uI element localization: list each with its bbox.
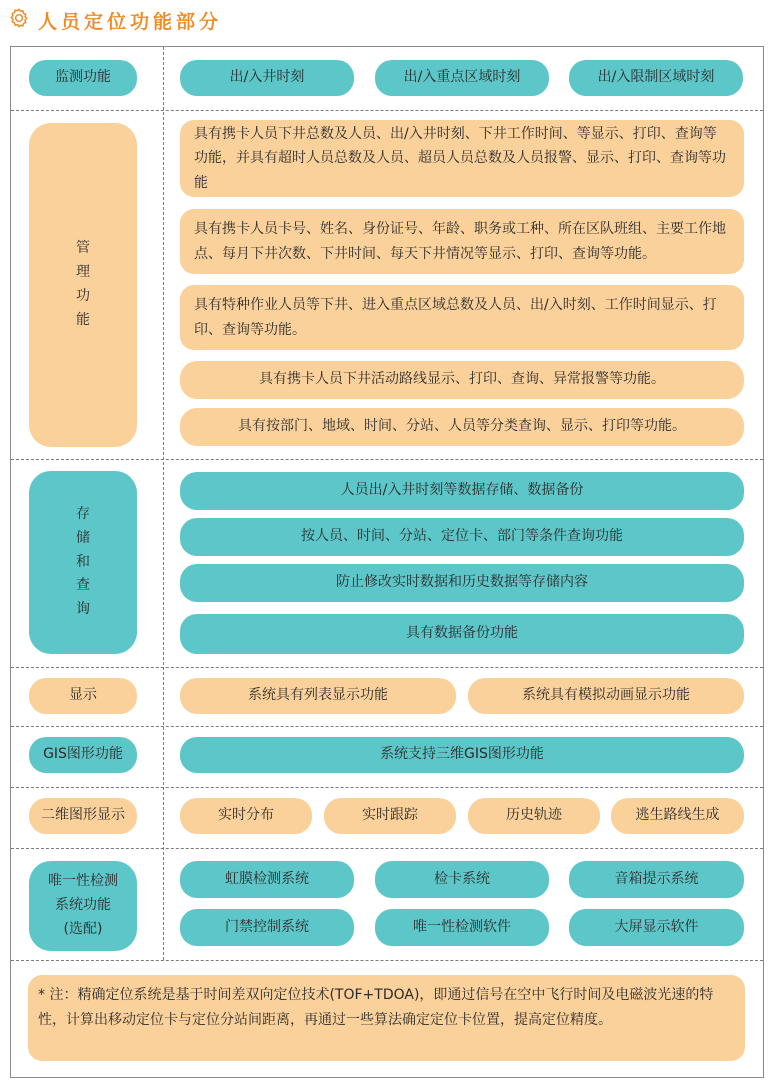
footnote: * 注：精确定位系统是基于时间差双向定位技术(TOF+TDOA)，即通过信号在空中飞行时间及电磁波光速的特性，计算出移动定位卡与定位分站间距离，再通过一些算法确定定位卡位置，提高定位精度。 (28, 975, 745, 1061)
gis-item: 系统支持三维GIS图形功能 (180, 737, 744, 773)
storage-label-char: 查 (76, 577, 90, 594)
unique-label-line: (选配) (63, 920, 103, 937)
display-label: 显示 (29, 678, 137, 714)
storage-label (29, 471, 137, 654)
storage-label-char: 储 (76, 529, 90, 546)
gis-label: GIS图形功能 (29, 737, 137, 773)
section-header (8, 6, 222, 34)
manage-label (29, 123, 137, 447)
monitor-item: 出/入限制区域时刻 (569, 60, 743, 96)
storage-item: 具有数据备份功能 (180, 614, 744, 654)
manage-item: 具有携卡人员卡号、姓名、身份证号、年龄、职务或工种、所在区队班组、主要工作地点、每月下井次数、下井时间、每天下井情况等显示、打印、查询等功能。 (180, 209, 744, 274)
monitor-label: 监测功能 (29, 60, 137, 96)
row-divider (11, 110, 763, 111)
unique-item: 唯一性检测软件 (375, 909, 549, 946)
manage-label-char: 能 (76, 311, 90, 328)
manage-item: 具有携卡人员下井活动路线显示、打印、查询、异常报警等功能。 (180, 361, 744, 399)
unique-label (29, 861, 137, 951)
unique-item: 门禁控制系统 (180, 909, 354, 946)
unique-item: 检卡系统 (375, 861, 549, 898)
manage-item: 具有按部门、地域、时间、分站、人员等分类查询、显示、打印等功能。 (180, 408, 744, 446)
row-divider (11, 787, 763, 788)
storage-label-char: 和 (76, 553, 90, 570)
monitor-item: 出/入井时刻 (180, 60, 354, 96)
row-divider (11, 726, 763, 727)
twod-item: 逃生路线生成 (611, 798, 744, 834)
manage-label-char: 管 (76, 240, 90, 257)
column-divider (163, 47, 164, 960)
row-divider (11, 667, 763, 668)
manage-item: 具有特种作业人员等下井、进入重点区域总数及人员、出/入时刻、工作时间显示、打印、查询等功能。 (180, 285, 744, 350)
manage-label-char: 理 (76, 264, 90, 281)
page-title: 人员定位功能部分 (38, 10, 223, 33)
display-item: 系统具有列表显示功能 (180, 678, 456, 714)
display-item: 系统具有模拟动画显示功能 (468, 678, 744, 714)
storage-label-char: 存 (76, 506, 90, 522)
unique-item: 大屏显示软件 (569, 909, 744, 946)
unique-label-line: 唯一性检测 (48, 873, 118, 890)
storage-item: 人员出/入井时刻等数据存储、数据备份 (180, 472, 744, 510)
unique-item: 音箱提示系统 (569, 861, 744, 898)
unique-label-line: 系统功能 (55, 897, 111, 914)
row-divider (11, 459, 763, 460)
storage-item: 防止修改实时数据和历史数据等存储内容 (180, 564, 744, 602)
gear-icon (8, 7, 30, 33)
row-divider (11, 960, 763, 961)
twod-item: 历史轨迹 (468, 798, 600, 834)
storage-item: 按人员、时间、分站、定位卡、部门等条件查询功能 (180, 518, 744, 556)
twod-label: 二维图形显示 (29, 798, 137, 834)
storage-label-char: 询 (76, 601, 90, 618)
monitor-item: 出/入重点区域时刻 (375, 60, 549, 96)
twod-item: 实时跟踪 (324, 798, 456, 834)
twod-item: 实时分布 (180, 798, 312, 834)
manage-label-char: 功 (76, 288, 90, 304)
unique-item: 虹膜检测系统 (180, 861, 354, 898)
manage-item: 具有携卡人员下井总数及人员、出/入井时刻、下井工作时间、等显示、打印、查询等功能，并具有超时人员总数及人员、超员人员总数及人员报警、显示、打印、查询等功能 (180, 120, 744, 197)
row-divider (11, 848, 763, 849)
